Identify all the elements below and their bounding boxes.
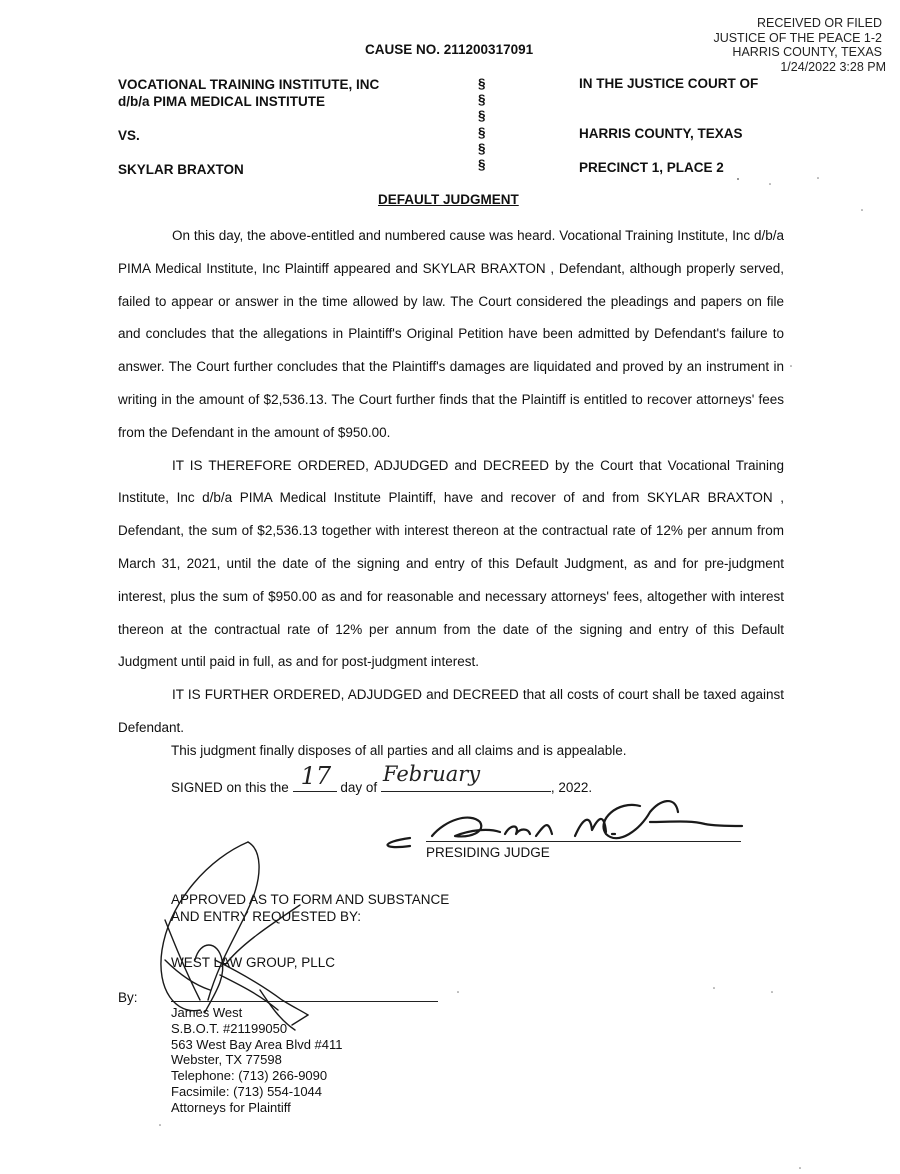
filing-stamp xyxy=(713,16,886,74)
section-mark: § xyxy=(478,92,486,108)
attorney-role: Attorneys for Plaintiff xyxy=(171,1099,291,1115)
section-mark: § xyxy=(478,124,486,140)
versus-label: VS. xyxy=(118,128,140,143)
approval-block xyxy=(171,891,449,925)
by-label: By: xyxy=(118,990,138,1005)
section-mark: § xyxy=(478,157,486,173)
law-firm-name: WEST LAW GROUP, PLLC xyxy=(171,955,336,970)
judge-signature-line xyxy=(426,841,741,842)
signed-mid: day of xyxy=(340,780,378,795)
stamp-line-3: HARRIS COUNTY, TEXAS xyxy=(732,45,882,59)
attorney-name: James West xyxy=(171,1005,243,1020)
approved-line-1: APPROVED AS TO FORM AND SUBSTANCE xyxy=(171,892,450,907)
paragraph-findings: On this day, the above-entitled and numbered cause was heard. Vocational Training Institute, Inc d/b/a PIMA Medical Institute, Inc Plaintiff appeared and SKYLAR BRAXTON , Defendant, although properly served, failed to appear or answer in the time allowed by law. The Court considered the pleadings and papers on file and concludes that the allegations in Plaintiff's Original Petition have been admitted by Defendant's failure to answer. The Court further concludes that the Plaintiff's damages are liquidated and proved by an instrument in writing in the amount of $2,536.13. The Court further finds that the Plaintiff is entitled to recover attorneys' fees from the Defendant in the amount of $950.00. xyxy=(118,228,784,440)
stamp-line-1: RECEIVED OR FILED xyxy=(756,16,882,30)
attorney-bar-number: S.B.O.T. #21199050 xyxy=(171,1020,288,1036)
attorney-phone: Telephone: (713) 266-9090 xyxy=(171,1068,328,1084)
signed-prefix: SIGNED on this the xyxy=(171,780,289,795)
attorney-fax: Facsimile: (713) 554-1044 xyxy=(171,1083,323,1099)
document-title: DEFAULT JUDGMENT xyxy=(378,192,519,207)
day-blank xyxy=(293,762,337,792)
attorney-block xyxy=(171,1005,343,1116)
attorney-address-2: Webster, TX 77598 xyxy=(171,1052,282,1068)
paragraph-costs: IT IS FURTHER ORDERED, ADJUDGED and DECREED that all costs of court shall be taxed against Defendant. xyxy=(118,687,784,735)
stamp-line-2: JUSTICE OF THE PEACE 1-2 xyxy=(713,30,882,45)
month-blank xyxy=(381,762,551,792)
court-county: HARRIS COUNTY, TEXAS xyxy=(579,126,743,141)
approved-line-2: AND ENTRY REQUESTED BY: xyxy=(171,909,362,924)
plaintiff-name: VOCATIONAL TRAINING INSTITUTE, INC xyxy=(118,77,380,92)
finality-statement: This judgment finally disposes of all parties and all claims and is appealable. xyxy=(171,743,627,758)
section-mark: § xyxy=(478,140,486,156)
signed-year: , 2022. xyxy=(550,780,593,795)
caption-parties xyxy=(118,76,379,178)
court-precinct: PRECINCT 1, PLACE 2 xyxy=(579,160,724,175)
stamp-line-4: 1/24/2022 3:28 PM xyxy=(780,59,886,74)
plaintiff-dba: d/b/a PIMA MEDICAL INSTITUTE xyxy=(118,94,326,109)
handwritten-month: February xyxy=(382,762,481,786)
section-mark: § xyxy=(478,108,486,124)
defendant-name: SKYLAR BRAXTON xyxy=(118,162,244,177)
attorney-address-1: 563 West Bay Area Blvd #411 xyxy=(171,1036,343,1052)
handwritten-day: 17 xyxy=(300,762,332,790)
paragraph-order: IT IS THEREFORE ORDERED, ADJUDGED and DECREED by the Court that Vocational Training Institute, Inc d/b/a PIMA Medical Institute Plaintiff, have and recover of and from SKYLAR BRAXTON , Defendant, the sum of $2,536.13 together with interest thereon at the contractual rate of 12% per annum from March 31, 2021, until the date of the signing and entry of this Default Judgment, as and for pre-judgment interest, plus the sum of $950.00 as and for reasonable and necessary attorneys' fees, altogether with interest thereon at the contractual rate of 12% per annum from the date of the signing and entry of this Default Judgment until paid in full, as and for post-judgment interest. xyxy=(118,457,784,670)
court-name: IN THE JUSTICE COURT OF xyxy=(579,76,759,91)
presiding-judge-label: PRESIDING JUDGE xyxy=(426,845,550,860)
judgment-body xyxy=(118,220,784,745)
cause-number: CAUSE NO. 211200317091 xyxy=(365,42,534,57)
section-mark: § xyxy=(478,76,486,91)
section-marks xyxy=(478,76,486,173)
attorney-signature-line xyxy=(171,1001,438,1002)
signed-line xyxy=(171,762,593,795)
